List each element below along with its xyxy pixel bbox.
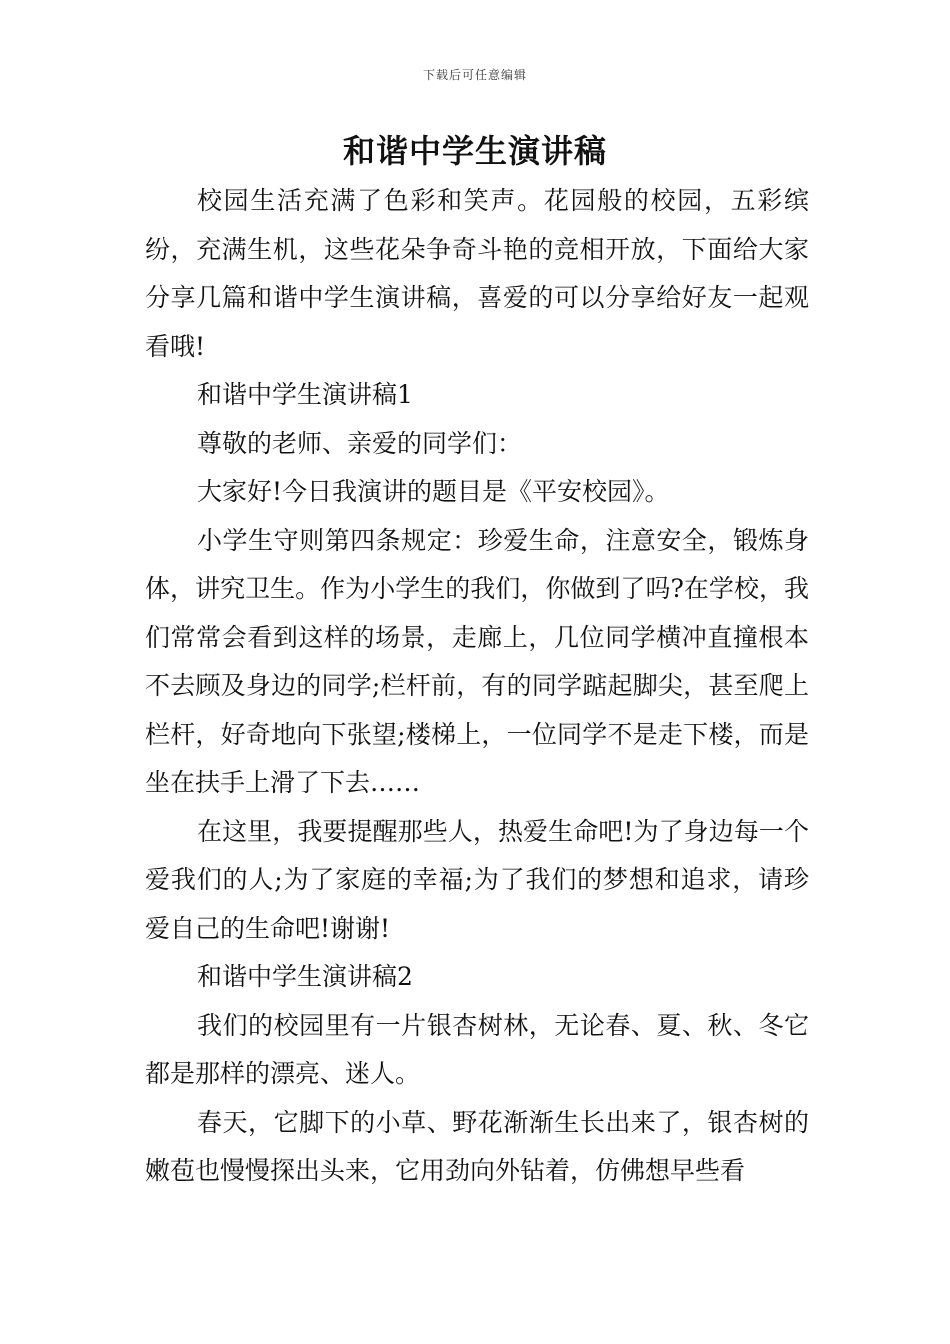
- paragraph-reminder: 在这里，我要提醒那些人，热爱生命吧!为了身边每一个爱我们的人;为了家庭的幸福;为了我们的梦想和追求，请珍爱自己的生命吧!谢谢!: [145, 816, 809, 943]
- paragraph-spring: 春天，它脚下的小草、野花渐渐生长出来了，银杏树的嫩苞也慢慢探出头来，它用劲向外钻着，仿佛想早些看: [145, 1107, 809, 1185]
- header-note: 下载后可任意编辑: [422, 68, 527, 82]
- paragraph-greeting: 大家好!今日我演讲的题目是《平安校园》。: [197, 477, 670, 506]
- document-title: 和谐中学生演讲稿: [342, 132, 607, 170]
- paragraph-rules: 小学生守则第四条规定：珍爱生命，注意安全，锻炼身体，讲究卫生。作为小学生的我们，你做到了吗?在学校，我们常常会看到这样的场景，走廊上，几位同学横冲直撞根本不去顾及身边的同学;栏杆前，有的同学踮起脚尖，甚至爬上栏杆，好奇地向下张望;楼梯上，一位同学不是走下楼，而是坐在扶手上滑了下去……: [145, 525, 809, 797]
- paragraph-intro: 校园生活充满了色彩和笑声。花园般的校园，五彩缤纷，充满生机，这些花朵争奇斗艳的竞相开放，下面给大家分享几篇和谐中学生演讲稿，喜爱的可以分享给好友一起观看哦!: [145, 186, 809, 361]
- paragraph-salutation: 尊敬的老师、亲爱的同学们：: [197, 428, 523, 458]
- section-heading-1: 和谐中学生演讲稿1: [197, 380, 413, 409]
- document-body: [145, 177, 809, 1196]
- section-heading-2: 和谐中学生演讲稿2: [197, 962, 413, 991]
- paragraph-ginkgo: 我们的校园里有一片银杏树林，无论春、夏、秋、冬它都是那样的漂亮、迷人。: [145, 1010, 809, 1088]
